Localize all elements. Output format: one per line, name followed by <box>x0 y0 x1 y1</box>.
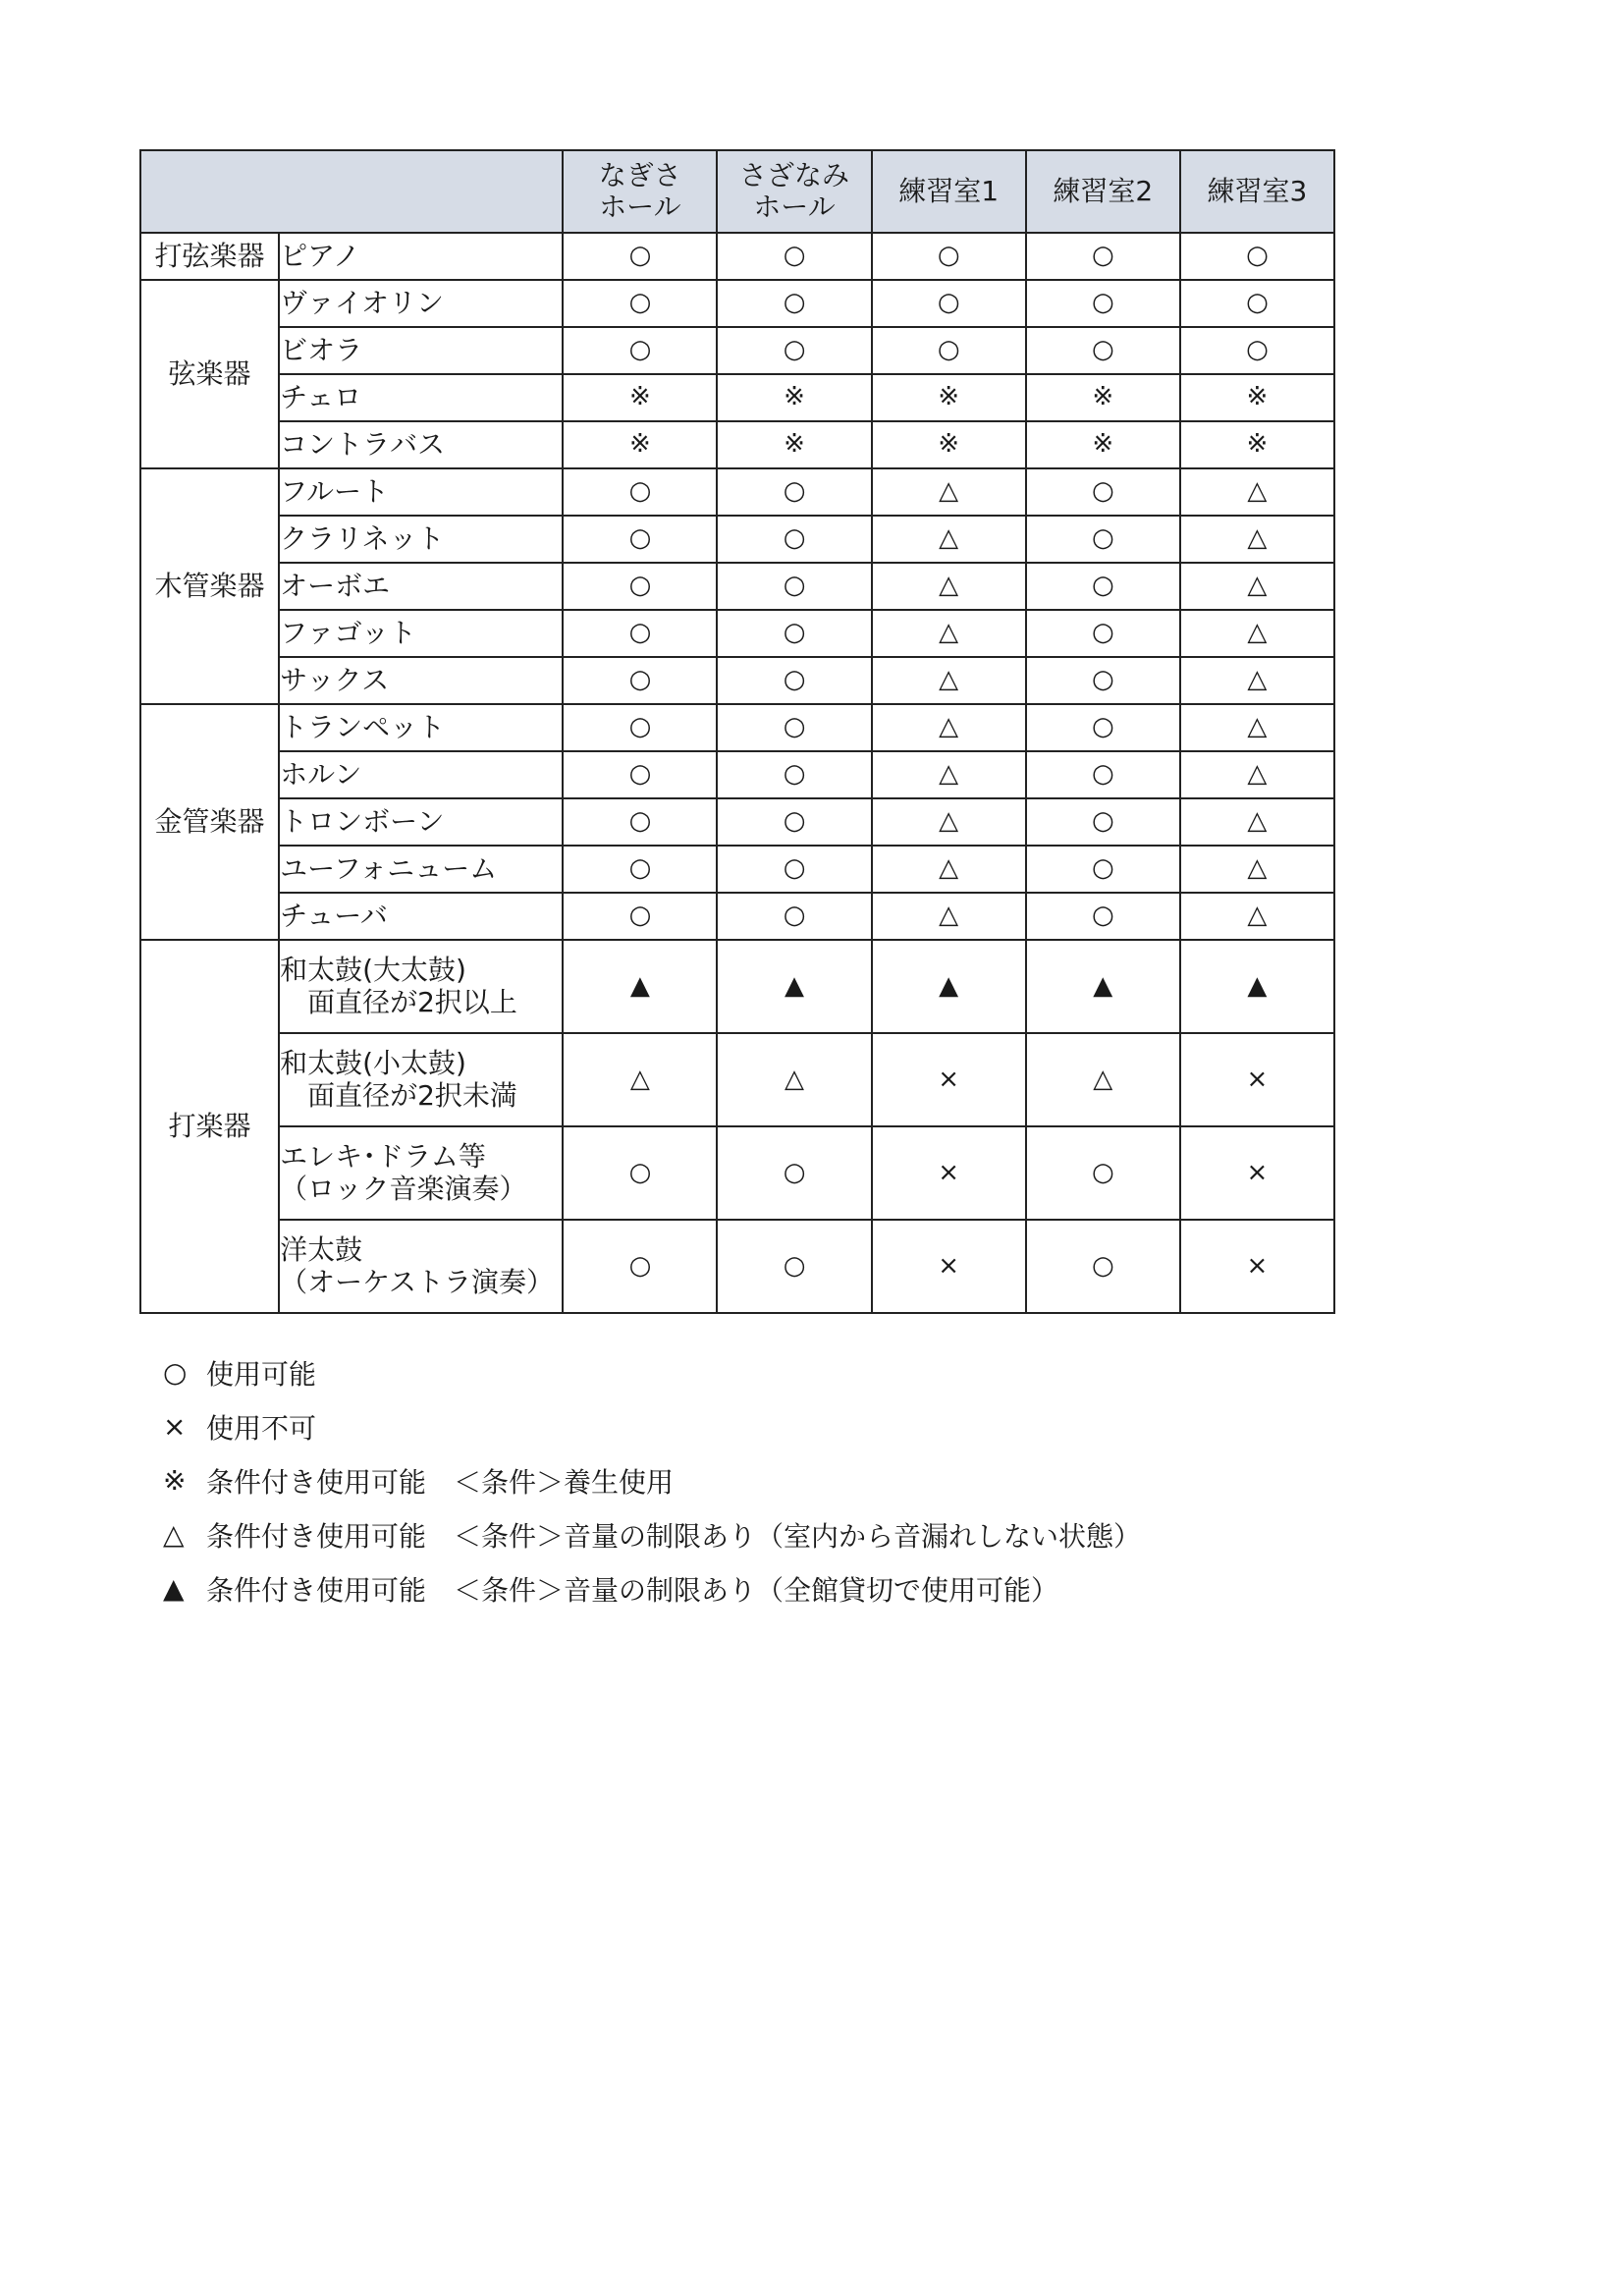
availability-mark: △ <box>872 751 1026 798</box>
table-row <box>140 327 1334 374</box>
legend-symbol: ▲ <box>163 1572 185 1605</box>
instrument-cell: トランペット <box>279 704 563 751</box>
table-row <box>140 846 1334 893</box>
legend-text: 使用不可 <box>206 1411 317 1445</box>
availability-mark: △ <box>872 610 1026 657</box>
table-row <box>140 233 1334 280</box>
availability-mark: ○ <box>717 751 871 798</box>
availability-mark: ○ <box>717 1220 871 1313</box>
legend-item <box>163 1345 1141 1399</box>
availability-mark: ○ <box>563 657 717 704</box>
availability-mark: × <box>872 1033 1026 1126</box>
availability-mark: ※ <box>1026 374 1180 421</box>
column-header: 練習室3 <box>1180 150 1334 233</box>
availability-mark: △ <box>872 468 1026 516</box>
availability-mark: ※ <box>717 374 871 421</box>
table-row <box>140 516 1334 563</box>
instrument-cell: ピアノ <box>279 233 563 280</box>
category-cell: 金管楽器 <box>140 704 279 940</box>
availability-mark: ※ <box>563 374 717 421</box>
availability-mark: ○ <box>872 233 1026 280</box>
availability-mark: ○ <box>563 563 717 610</box>
availability-mark: △ <box>1180 563 1334 610</box>
table-row <box>140 940 1334 1033</box>
availability-mark: ※ <box>563 421 717 468</box>
table-row <box>140 893 1334 940</box>
availability-mark: ○ <box>717 233 871 280</box>
legend-symbol: ※ <box>163 1464 187 1497</box>
table-row <box>140 374 1334 421</box>
availability-mark: ○ <box>563 704 717 751</box>
availability-mark: ▲ <box>1180 940 1334 1033</box>
table-row <box>140 798 1334 846</box>
availability-mark: ※ <box>1026 421 1180 468</box>
legend-text: 使用可能 <box>206 1357 317 1391</box>
legend-text: 条件付き使用可能 ＜条件＞音量の制限あり（室内から音漏れしない状態） <box>206 1519 1142 1553</box>
availability-mark: ○ <box>717 798 871 846</box>
availability-mark: ○ <box>1026 280 1180 327</box>
availability-mark: △ <box>872 704 1026 751</box>
availability-mark: ○ <box>1026 704 1180 751</box>
table-header <box>140 150 1334 233</box>
table-body <box>140 233 1334 1313</box>
availability-mark: ※ <box>1180 421 1334 468</box>
availability-mark: ○ <box>563 1220 717 1313</box>
availability-mark: ○ <box>1026 327 1180 374</box>
category-cell: 木管楽器 <box>140 468 279 704</box>
availability-mark: ※ <box>872 421 1026 468</box>
instrument-cell: 洋太鼓 （オーケストラ演奏） <box>279 1220 563 1313</box>
instrument-cell: ユーフォニューム <box>279 846 563 893</box>
table-row <box>140 563 1334 610</box>
availability-mark: △ <box>1026 1033 1180 1126</box>
table-row <box>140 1126 1334 1220</box>
instrument-cell: 和太鼓(小太鼓) 面直径が2択未満 <box>279 1033 563 1126</box>
table-row <box>140 610 1334 657</box>
availability-mark: ○ <box>563 327 717 374</box>
availability-mark: △ <box>872 516 1026 563</box>
instrument-cell: チューバ <box>279 893 563 940</box>
instrument-cell: ホルン <box>279 751 563 798</box>
legend-symbol: ○ <box>163 1356 188 1389</box>
availability-mark: △ <box>872 657 1026 704</box>
availability-mark: △ <box>563 1033 717 1126</box>
availability-mark: △ <box>1180 704 1334 751</box>
column-header: 練習室1 <box>872 150 1026 233</box>
header-blank-cell <box>140 150 563 233</box>
availability-mark: ○ <box>717 327 871 374</box>
availability-mark: ○ <box>563 610 717 657</box>
availability-mark: ※ <box>872 374 1026 421</box>
availability-mark: ○ <box>1180 327 1334 374</box>
availability-mark: ▲ <box>1026 940 1180 1033</box>
availability-mark: ○ <box>1026 1126 1180 1220</box>
availability-mark: △ <box>1180 610 1334 657</box>
instrument-cell: 和太鼓(大太鼓) 面直径が2択以上 <box>279 940 563 1033</box>
availability-mark: ○ <box>717 1126 871 1220</box>
instrument-cell: ヴァイオリン <box>279 280 563 327</box>
instrument-cell: クラリネット <box>279 516 563 563</box>
availability-mark: ○ <box>1026 610 1180 657</box>
availability-mark: ○ <box>1026 751 1180 798</box>
legend-item <box>163 1561 1141 1615</box>
availability-mark: △ <box>1180 468 1334 516</box>
availability-mark: △ <box>1180 893 1334 940</box>
table-row <box>140 1033 1334 1126</box>
availability-mark: ○ <box>717 516 871 563</box>
table-row <box>140 421 1334 468</box>
availability-mark: × <box>1180 1033 1334 1126</box>
availability-mark: ○ <box>1180 233 1334 280</box>
availability-mark: ○ <box>1026 516 1180 563</box>
availability-mark: ○ <box>1026 1220 1180 1313</box>
availability-mark: △ <box>1180 657 1334 704</box>
availability-mark: ○ <box>717 610 871 657</box>
availability-mark: △ <box>872 893 1026 940</box>
availability-mark: ○ <box>563 1126 717 1220</box>
availability-mark: ○ <box>563 893 717 940</box>
availability-mark: △ <box>1180 846 1334 893</box>
availability-mark: △ <box>1180 516 1334 563</box>
availability-mark: ○ <box>872 280 1026 327</box>
availability-mark: △ <box>872 563 1026 610</box>
availability-mark: △ <box>1180 751 1334 798</box>
table-row <box>140 1220 1334 1313</box>
category-cell: 打楽器 <box>140 940 279 1313</box>
availability-mark: × <box>1180 1220 1334 1313</box>
availability-mark: ○ <box>563 233 717 280</box>
availability-mark: × <box>1180 1126 1334 1220</box>
availability-mark: × <box>872 1220 1026 1313</box>
column-header: なぎさ ホール <box>563 150 717 233</box>
legend-symbol: △ <box>163 1518 185 1551</box>
availability-mark: × <box>872 1126 1026 1220</box>
availability-mark: ○ <box>717 893 871 940</box>
availability-mark: ○ <box>563 516 717 563</box>
availability-mark: ▲ <box>872 940 1026 1033</box>
availability-mark: ▲ <box>563 940 717 1033</box>
availability-mark: △ <box>872 798 1026 846</box>
availability-mark: ○ <box>1026 563 1180 610</box>
availability-mark: ○ <box>1180 280 1334 327</box>
availability-mark: ○ <box>872 327 1026 374</box>
instrument-cell: オーボエ <box>279 563 563 610</box>
legend-symbol: × <box>163 1410 187 1443</box>
availability-mark: ○ <box>1026 233 1180 280</box>
instrument-cell: ファゴット <box>279 610 563 657</box>
availability-mark: ○ <box>1026 798 1180 846</box>
column-header: 練習室2 <box>1026 150 1180 233</box>
availability-mark: ○ <box>717 563 871 610</box>
availability-mark: ○ <box>717 846 871 893</box>
availability-mark: ○ <box>563 798 717 846</box>
availability-mark: ○ <box>717 280 871 327</box>
legend <box>163 1345 1141 1615</box>
availability-mark: ○ <box>563 751 717 798</box>
availability-mark: △ <box>872 846 1026 893</box>
instrument-cell: コントラバス <box>279 421 563 468</box>
availability-mark: ○ <box>1026 846 1180 893</box>
table-row <box>140 751 1334 798</box>
instrument-cell: フルート <box>279 468 563 516</box>
instrument-cell: チェロ <box>279 374 563 421</box>
availability-mark: ○ <box>717 704 871 751</box>
availability-mark: ※ <box>1180 374 1334 421</box>
instrument-cell: サックス <box>279 657 563 704</box>
legend-item <box>163 1507 1141 1561</box>
category-cell: 弦楽器 <box>140 280 279 468</box>
legend-text: 条件付き使用可能 ＜条件＞音量の制限あり（全館貸切で使用可能） <box>206 1573 1059 1607</box>
availability-mark: ○ <box>1026 657 1180 704</box>
legend-item <box>163 1399 1141 1453</box>
instrument-cell: トロンボーン <box>279 798 563 846</box>
availability-mark: △ <box>717 1033 871 1126</box>
availability-mark: △ <box>1180 798 1334 846</box>
availability-mark: ○ <box>717 657 871 704</box>
legend-item <box>163 1453 1141 1507</box>
availability-mark: ※ <box>717 421 871 468</box>
availability-mark: ○ <box>563 280 717 327</box>
instrument-cell: ビオラ <box>279 327 563 374</box>
table-row <box>140 704 1334 751</box>
instrument-cell: エレキ･ドラム等 （ロック音楽演奏） <box>279 1126 563 1220</box>
availability-mark: ○ <box>717 468 871 516</box>
availability-mark: ○ <box>563 468 717 516</box>
column-header: さざなみ ホール <box>717 150 871 233</box>
table-row <box>140 280 1334 327</box>
category-cell: 打弦楽器 <box>140 233 279 280</box>
table-row <box>140 468 1334 516</box>
availability-mark: ○ <box>1026 468 1180 516</box>
availability-mark: ▲ <box>717 940 871 1033</box>
availability-mark: ○ <box>1026 893 1180 940</box>
availability-mark: ○ <box>563 846 717 893</box>
instrument-usage-table <box>139 149 1335 1314</box>
table-row <box>140 657 1334 704</box>
legend-text: 条件付き使用可能 ＜条件＞養生使用 <box>206 1465 675 1499</box>
